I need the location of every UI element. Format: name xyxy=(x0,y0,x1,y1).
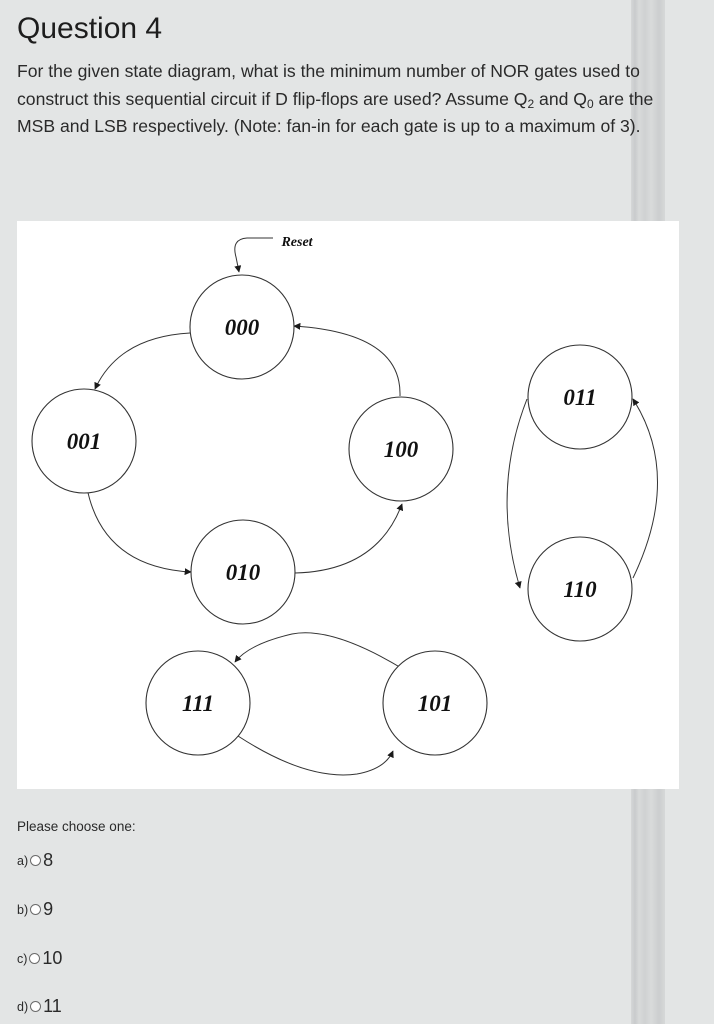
arrow-010-to-100 xyxy=(295,504,402,573)
state-000-label: 000 xyxy=(224,315,260,340)
state-011-label: 011 xyxy=(563,385,597,410)
option-b-radio[interactable] xyxy=(30,904,41,915)
state-010-label: 010 xyxy=(225,560,261,585)
option-c-letter: c) xyxy=(17,951,28,966)
option-a-letter: a) xyxy=(17,853,29,868)
option-c-radio[interactable] xyxy=(29,953,40,964)
state-111-label: 111 xyxy=(182,691,214,716)
arrow-011-to-110 xyxy=(507,399,527,588)
choose-prompt: Please choose one: xyxy=(17,819,136,834)
option-c-value: 10 xyxy=(42,948,63,968)
state-diagram xyxy=(17,221,679,789)
option-b-letter: b) xyxy=(17,902,29,917)
arrow-100-to-000 xyxy=(294,326,400,396)
reset-arrow xyxy=(235,238,273,272)
option-d-letter: d) xyxy=(17,999,29,1014)
option-d[interactable] xyxy=(17,996,62,1017)
option-a-radio[interactable] xyxy=(30,855,41,866)
option-c[interactable] xyxy=(17,948,62,969)
option-d-value: 11 xyxy=(43,996,62,1016)
state-101-label: 101 xyxy=(417,691,453,716)
option-a[interactable] xyxy=(17,850,53,871)
option-d-radio[interactable] xyxy=(30,1001,41,1012)
option-b[interactable] xyxy=(17,899,53,920)
arrow-110-to-011 xyxy=(633,399,658,578)
reset-label: Reset xyxy=(281,235,313,250)
state-001-label: 001 xyxy=(66,429,102,454)
state-100-label: 100 xyxy=(383,437,419,462)
question-text: For the given state diagram, what is the minimum number of NOR gates used to construct this sequential circuit if D flip-flops are used? Assume $Q_2$ and $Q_0$ are the MSB and LSB respectively. (Note: fan-in for each gate is up to a maximum of 3). xyxy=(17,61,654,136)
state-110-label: 110 xyxy=(563,577,597,602)
arrow-111-to-101 xyxy=(238,736,393,775)
arrow-000-to-001 xyxy=(95,333,190,389)
option-a-value: 8 xyxy=(43,850,54,870)
arrow-101-to-111 xyxy=(235,633,403,669)
question-title: Question 4 xyxy=(17,12,163,45)
option-b-value: 9 xyxy=(43,899,54,919)
